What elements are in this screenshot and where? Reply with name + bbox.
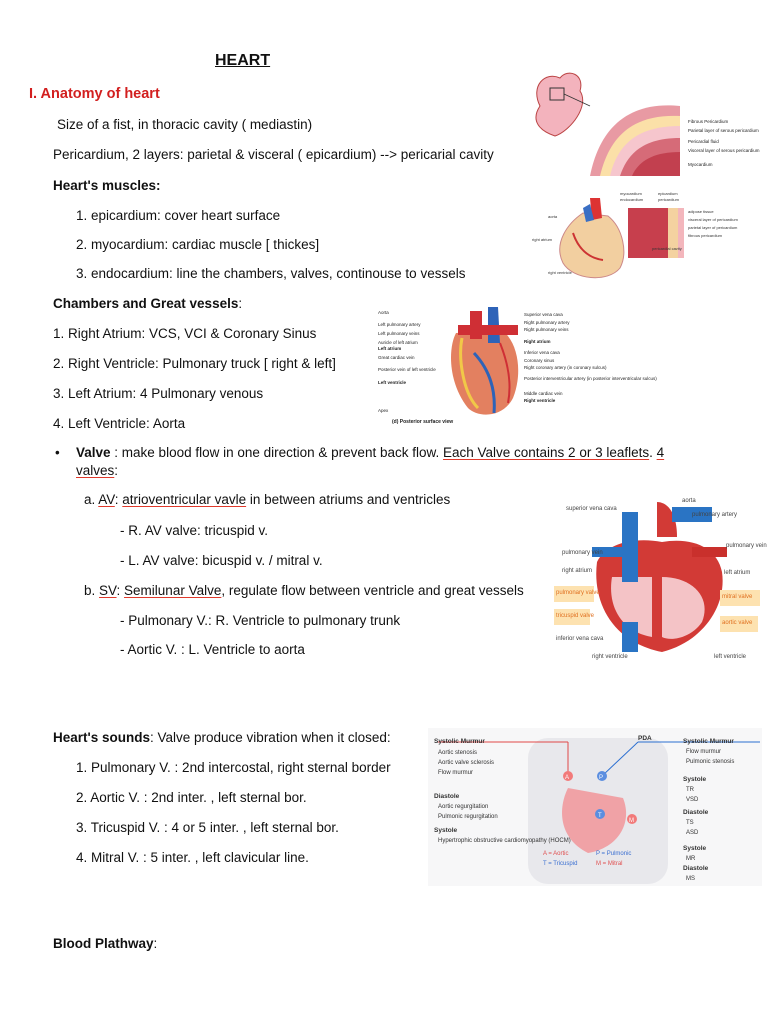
heart-wall-label: pericardial cavity xyxy=(652,246,682,251)
valve-leaflets: Each Valve contains 2 or 3 leaflets xyxy=(442,445,650,460)
murmur-item: ASD xyxy=(686,830,699,836)
section-heading: I. Anatomy of heart xyxy=(29,86,160,102)
chambers-heading-colon: : xyxy=(238,296,243,311)
valve-dot: . xyxy=(649,445,657,460)
murmur-item: Aortic regurgitation xyxy=(438,804,489,810)
posterior-label: Auricle of left atrium xyxy=(378,340,418,345)
av-rest: in between atriums and ventricles xyxy=(246,492,451,507)
chamber-label: pulmonary valve xyxy=(556,590,600,596)
murmur-item: Flow murmur xyxy=(686,749,722,755)
valve-text: : make blood flow in one direction & prevent back flow. xyxy=(110,445,443,460)
murmur-figure xyxy=(428,728,762,886)
pericardium-label: Fibrous Pericardium xyxy=(688,119,729,124)
valve-line-2 xyxy=(76,462,118,479)
sound-item: 2. Aortic V. : 2nd inter. , left sternal bor. xyxy=(76,790,307,805)
heart-wall-label: parietal layer of pericardium xyxy=(688,225,738,230)
heart-wall-label: right atrium xyxy=(532,237,553,242)
heart-wall-label: myocardium xyxy=(620,191,642,196)
murmur-item: Pulmonic regurgitation xyxy=(438,814,498,820)
murmur-heading: Systolic Murmur xyxy=(683,738,734,745)
blood-heading xyxy=(53,935,157,952)
posterior-label: Inferior vena cava xyxy=(524,350,560,355)
chamber-label: right ventricle xyxy=(592,654,628,660)
chamber-label: inferior vena cava xyxy=(556,636,604,642)
marker: M xyxy=(629,818,634,824)
sv-pulmonary: - Pulmonary V.: R. Ventricle to pulmonary trunk xyxy=(120,613,401,628)
sv-rest: , regulate flow between ventricle and great vessels xyxy=(221,583,524,598)
chamber-item: 3. Left Atrium: 4 Pulmonary venous xyxy=(53,386,264,401)
chamber-label: aortic valve xyxy=(722,620,753,626)
murmur-legend: T = Tricuspid xyxy=(543,861,578,867)
posterior-label: Great cardiac vein xyxy=(378,355,415,360)
valve-colon: : xyxy=(114,463,119,478)
marker: A xyxy=(565,775,570,781)
posterior-label: Right pulmonary artery xyxy=(524,320,570,325)
chamber-label: right atrium xyxy=(562,568,593,574)
chamber-label: superior vena cava xyxy=(566,506,617,512)
sv-colon: : xyxy=(116,583,125,598)
av-line xyxy=(84,491,450,508)
heart-wall-figure xyxy=(528,188,738,288)
chamber-item: 1. Right Atrium: VCS, VCI & Coronary Sinus xyxy=(53,326,317,341)
posterior-label: Superior vena cava xyxy=(524,312,563,317)
muscles-heading: Heart's muscles: xyxy=(53,178,161,193)
chambers-heading-text: Chambers and Great vessels xyxy=(53,296,239,311)
murmur-heading: Diastole xyxy=(683,809,709,816)
sound-item: 3. Tricuspid V. : 4 or 5 inter. , left sternal bor. xyxy=(76,820,339,835)
murmur-heading: Systolic Murmur xyxy=(434,738,485,745)
sound-item: 4. Mitral V. : 5 inter. , left clavicular line. xyxy=(76,850,309,865)
heart-chambers-illustration xyxy=(552,492,767,664)
muscle-item: 1. epicardium: cover heart surface xyxy=(76,208,281,223)
murmur-heading: Systole xyxy=(683,776,707,783)
sv-abbr: SV xyxy=(99,583,117,598)
sv-aortic: - Aortic V. : L. Ventricle to aorta xyxy=(120,642,305,657)
heart-wall-label: right ventricle xyxy=(548,270,572,275)
posterior-label: Posterior vein of left ventricle xyxy=(378,367,436,372)
pericardium-illustration xyxy=(520,66,760,178)
text-pericardium: Pericardium, 2 layers: parietal & visceral ( epicardium) --> pericarial cavity xyxy=(53,147,494,162)
heart-wall-illustration xyxy=(528,188,738,288)
chamber-label: aorta xyxy=(682,498,696,504)
sv-full: Semilunar Valve xyxy=(124,583,222,598)
heart-wall-label: visceral layer of pericardium xyxy=(688,217,738,222)
posterior-label: Right pulmonary veins xyxy=(524,327,569,332)
heart-wall-label: endocardium xyxy=(620,197,644,202)
valve-line xyxy=(76,444,664,461)
posterior-label: Left pulmonary veins xyxy=(378,331,420,336)
murmur-heading: Systole xyxy=(683,845,707,852)
av-prefix: a. xyxy=(84,492,99,507)
av-left: - L. AV valve: bicuspid v. / mitral v. xyxy=(120,553,323,568)
pericardium-label-list xyxy=(688,119,760,167)
chamber-label: left atrium xyxy=(724,570,751,576)
posterior-label: Coronary sinus xyxy=(524,358,555,363)
heart-wall-label: adipose tissue xyxy=(688,209,714,214)
heart-chambers-figure xyxy=(552,492,767,664)
posterior-right-labels xyxy=(524,312,657,403)
bullet: • xyxy=(55,445,60,460)
murmur-item: Aortic stenosis xyxy=(438,750,478,756)
heart-wall-label: epicardium xyxy=(658,191,678,196)
posterior-label: Left atrium xyxy=(378,346,402,351)
av-colon: : xyxy=(114,492,123,507)
blood-heading-text: Blood Plathway xyxy=(53,936,154,951)
pda-label: PDA xyxy=(638,735,652,742)
murmur-item: Pulmonic stenosis xyxy=(686,759,735,765)
marker: P xyxy=(599,775,604,781)
av-right: - R. AV valve: tricuspid v. xyxy=(120,523,269,538)
av-full: atrioventricular vavle xyxy=(122,492,247,507)
posterior-caption: (d) Posterior surface view xyxy=(392,419,454,425)
posterior-label: Middle cardiac vein xyxy=(524,391,563,396)
murmur-heading: Diastole xyxy=(434,793,460,800)
sound-item: 1. Pulmonary V. : 2nd intercostal, right sternal border xyxy=(76,760,391,775)
posterior-label: Apex xyxy=(378,408,389,413)
murmur-item: Flow murmur xyxy=(438,770,474,776)
heart-wall-label: fibrous pericardium xyxy=(688,233,723,238)
murmur-legend: P = Pulmonic xyxy=(596,851,632,857)
pericardium-label: Visceral layer of serous pericardium xyxy=(688,148,760,153)
posterior-label: Left ventricle xyxy=(378,380,407,385)
chambers-heading xyxy=(53,295,242,312)
text-size: Size of a fist, in thoracic cavity ( mediastin) xyxy=(57,117,313,132)
posterior-label: Left pulmonary artery xyxy=(378,322,421,327)
marker: T xyxy=(598,813,602,819)
heart-wall-label: pericardium xyxy=(658,197,679,202)
chamber-item: 4. Left Ventricle: Aorta xyxy=(53,416,186,431)
murmur-item: MR xyxy=(686,856,696,862)
sounds-heading-text: Heart's sounds xyxy=(53,730,150,745)
posterior-label: Right ventricle xyxy=(524,398,556,403)
muscle-item: 2. myocardium: cardiac muscle [ thickes] xyxy=(76,237,320,252)
sounds-heading-rest: : Valve produce vibration when it closed: xyxy=(150,730,391,745)
posterior-heart-illustration xyxy=(378,303,657,427)
posterior-left-labels xyxy=(378,310,436,413)
sounds-heading xyxy=(53,729,391,746)
murmur-legend: M = Mitral xyxy=(596,861,623,867)
posterior-label: Posterior interventricular artery (in posterior interventricular sulcus) xyxy=(524,376,657,381)
posterior-label: Aorta xyxy=(378,310,389,315)
av-abbr: AV xyxy=(98,492,115,507)
valve-count: 4 xyxy=(656,445,665,460)
murmur-item: MS xyxy=(686,876,695,882)
posterior-heart-figure xyxy=(378,303,657,427)
posterior-label: Right coronary artery (in coronary sulcus) xyxy=(524,365,607,370)
murmur-illustration xyxy=(428,728,762,886)
murmur-heading: Diastole xyxy=(683,865,709,872)
sv-prefix: b. xyxy=(84,583,100,598)
valve-word: Valve xyxy=(76,445,111,460)
chamber-label: pulmonary artery xyxy=(692,512,738,518)
muscle-item: 3. endocardium: line the chambers, valves, continouse to vessels xyxy=(76,266,466,281)
chamber-label: mitral valve xyxy=(722,594,753,600)
pericardium-label: Pericardial fluid xyxy=(688,139,719,144)
sv-line xyxy=(84,582,524,599)
murmur-heading: Systole xyxy=(434,827,458,834)
heart-wall-label: aorta xyxy=(548,214,558,219)
murmur-item: Hypertrophic obstructive cardiomyopathy (HOCM) xyxy=(438,838,571,844)
chamber-item: 2. Right Ventricle: Pulmonary truck [ right & left] xyxy=(53,356,336,371)
page-title: HEART xyxy=(215,52,271,69)
chamber-label: tricuspid valve xyxy=(556,613,595,619)
murmur-item: TR xyxy=(686,787,694,793)
pericardium-label: Parietal layer of serous pericardium xyxy=(688,128,759,133)
posterior-label: Right atrium xyxy=(524,339,551,344)
pericardium-figure xyxy=(520,66,760,178)
murmur-item: Aortic valve sclerosis xyxy=(438,760,495,766)
valve-word-2: valves xyxy=(76,463,115,478)
chamber-label: pulmonary vein xyxy=(562,550,603,556)
murmur-item: VSD xyxy=(686,797,699,803)
murmur-legend: A = Aortic xyxy=(543,851,569,857)
murmur-item: TS xyxy=(686,820,694,826)
pericardium-label: Myocardium xyxy=(688,162,713,167)
blood-heading-colon: : xyxy=(153,936,158,951)
chamber-label: left ventricle xyxy=(714,654,747,660)
chamber-label: pulmonary vein xyxy=(726,543,767,549)
